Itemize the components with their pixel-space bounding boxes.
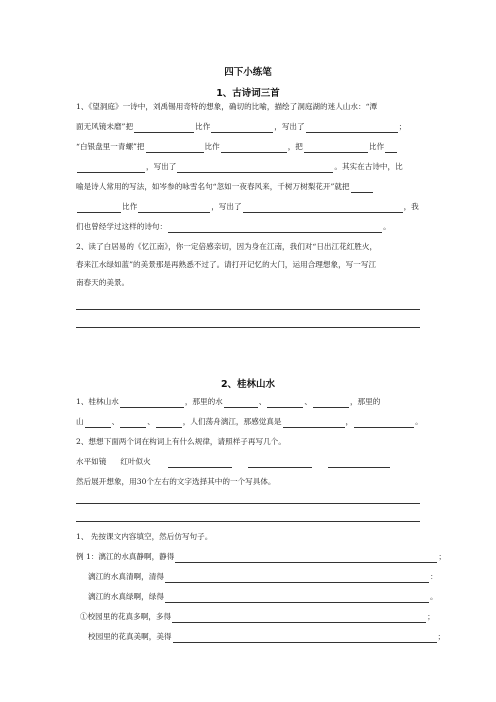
answer-blank[interactable] xyxy=(283,418,345,428)
s2-q3-line1: 1、 先按课文内容填空，然后仿写句子。 xyxy=(76,532,213,541)
s2-ex-line3: 漓江的水真绿啊，绿得 。 xyxy=(88,592,438,601)
answer-blank[interactable] xyxy=(77,163,145,173)
answer-blank[interactable] xyxy=(120,398,184,408)
answer-blank[interactable] xyxy=(156,418,182,428)
answer-blank[interactable] xyxy=(306,123,398,133)
answer-blank[interactable] xyxy=(168,223,382,233)
answer-blank[interactable] xyxy=(385,143,397,153)
answer-blank[interactable] xyxy=(172,613,426,623)
answer-blank[interactable] xyxy=(224,398,258,408)
writing-rule[interactable] xyxy=(76,327,420,328)
s2-ex-line1: 例 1：漓江的水真静啊，静得 ； xyxy=(76,552,446,561)
s2-q1-line1: 1、桂林山水 ，那里的水 、 、 ，那里的 xyxy=(76,397,381,406)
answer-blank[interactable] xyxy=(120,418,146,428)
answer-blank[interactable] xyxy=(328,458,390,468)
s1-q1-line7: 们也曾经学过这样的诗句： 。 xyxy=(76,222,391,231)
answer-blank[interactable] xyxy=(175,553,437,563)
s1-q1-line3: “白银盘里一青螺”把 比作 ，把 比作 xyxy=(76,141,426,153)
s2-q2-line3: 然后展开想象，用30个左右的文字选择其中的一个写具体。 xyxy=(76,477,276,486)
answer-blank[interactable] xyxy=(221,143,287,153)
s2-ex-line2: 漓江的水真清啊，清得 ： xyxy=(88,572,438,581)
answer-blank[interactable] xyxy=(85,418,111,428)
writing-rule[interactable] xyxy=(76,309,420,310)
s1-q1-line1: 1、《望洞庭》一诗中，刘禹锡用奇特的想象，确切的比喻，描绘了洞庭湖的迷人山水：“潭 xyxy=(76,102,378,111)
s1-q1-line6: 比作 ，写出了 ，我 xyxy=(76,201,426,213)
s1-q1-line5: 喻是诗人常用的写法，如岑参的咏雪名句“忽如一夜春风来，千树万树梨花开”就把 xyxy=(76,181,426,193)
main-title: 四下小练笔 xyxy=(224,67,272,78)
answer-blank[interactable] xyxy=(173,633,437,643)
answer-blank[interactable] xyxy=(138,203,210,213)
answer-blank[interactable] xyxy=(354,418,414,428)
answer-blank[interactable] xyxy=(177,163,333,173)
answer-blank[interactable] xyxy=(267,398,303,408)
s1-q2-line3: 南春天的美景。 xyxy=(76,278,130,287)
section-title-poems: 1、古诗词三首 xyxy=(216,88,280,99)
answer-blank[interactable] xyxy=(165,573,429,583)
answer-blank[interactable] xyxy=(146,143,204,153)
s1-q2-line2: 春来江水绿如蓝”的美景那是再熟悉不过了。请打开记忆的大门，运用合理想象，写一写江 xyxy=(76,260,377,269)
answer-blank[interactable] xyxy=(248,458,312,468)
writing-rule[interactable] xyxy=(76,503,420,504)
answer-blank[interactable] xyxy=(211,123,273,133)
s2-ex-line5: 校园里的花真美啊，美得 ； xyxy=(88,632,446,641)
answer-blank[interactable] xyxy=(168,458,232,468)
s1-q1-line2: 面无风镜未磨”把 比作 ，写出了 ； xyxy=(76,122,407,131)
answer-blank[interactable] xyxy=(243,203,403,213)
s2-ex-line4: ①校园里的花真多啊，多得 ； xyxy=(80,612,435,621)
answer-blank[interactable] xyxy=(313,398,349,408)
answer-blank[interactable] xyxy=(304,143,368,153)
s2-q1-line2: 山 、 、 ，人们荡舟漓江，那感觉真是 ， 。 xyxy=(76,417,423,426)
answer-blank[interactable] xyxy=(134,123,194,133)
answer-blank[interactable] xyxy=(165,593,429,603)
s1-q2-line1: 2、读了白居易的《忆江南》，你一定倍感亲切，因为身在江南，我们对“日出江花红胜火， xyxy=(76,242,378,251)
writing-rule[interactable] xyxy=(76,521,420,522)
section-title-guilin: 2、桂林山水 xyxy=(220,379,276,390)
s2-q2-words: 水平如镜 红叶似火 xyxy=(76,456,426,468)
s1-q1-line4: ，写出了 。其实在古诗中，比 xyxy=(76,161,426,173)
answer-blank[interactable] xyxy=(351,183,373,193)
s2-q2-line1: 2、想想下面两个词在构词上有什么规律，请照样子再写几个。 xyxy=(76,437,286,446)
answer-blank[interactable] xyxy=(77,203,121,213)
